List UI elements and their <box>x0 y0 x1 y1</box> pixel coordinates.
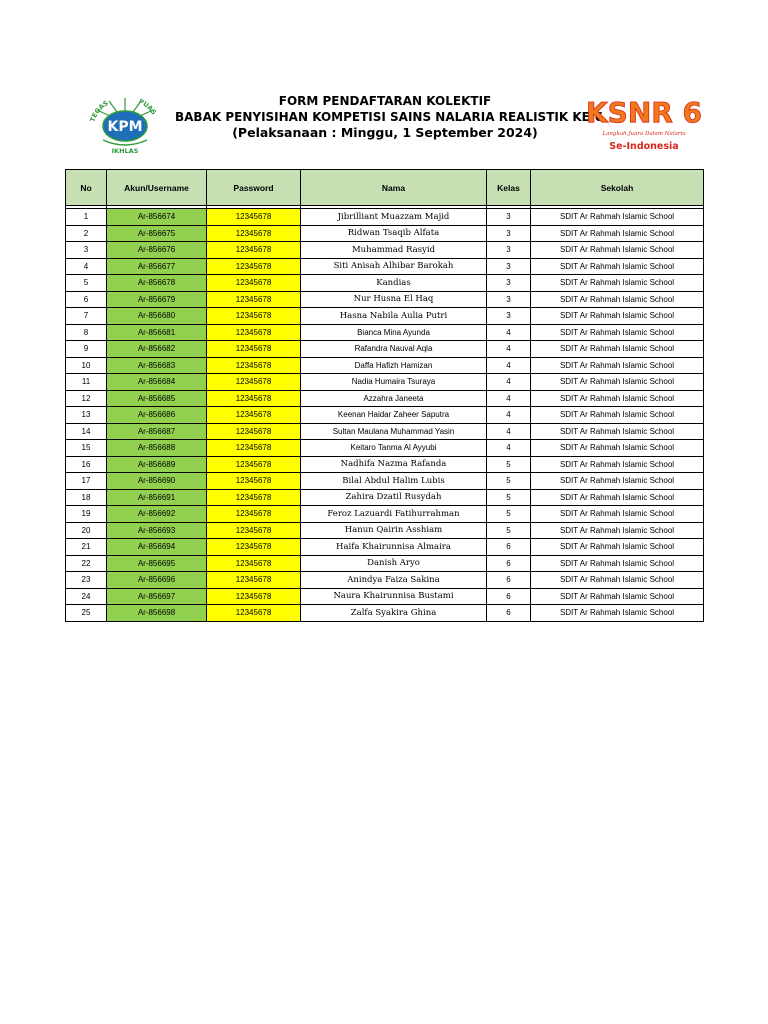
cell-password: 12345678 <box>207 357 301 374</box>
cell-sekolah: SDIT Ar Rahmah Islamic School <box>531 324 704 341</box>
cell-nama: Daffa Hafizh Hamizan <box>301 357 487 374</box>
cell-no: 10 <box>66 357 107 374</box>
cell-no: 1 <box>66 209 107 226</box>
cell-nama: Keitaro Tanma Al Ayyubi <box>301 440 487 457</box>
cell-password: 12345678 <box>207 275 301 292</box>
cell-no: 15 <box>66 440 107 457</box>
cell-sekolah: SDIT Ar Rahmah Islamic School <box>531 242 704 259</box>
cell-kelas: 6 <box>487 555 531 572</box>
cell-password: 12345678 <box>207 291 301 308</box>
cell-akun: Ar-856698 <box>107 605 207 622</box>
cell-akun: Ar-856692 <box>107 506 207 523</box>
cell-kelas: 3 <box>487 291 531 308</box>
cell-no: 16 <box>66 456 107 473</box>
cell-akun: Ar-856688 <box>107 440 207 457</box>
header-no: No <box>66 170 107 206</box>
table-row <box>66 225 704 242</box>
cell-nama: Bilal Abdul Halim Lubis <box>301 473 487 490</box>
table-row <box>66 209 704 226</box>
cell-nama: Rafandra Nauval Aqla <box>301 341 487 358</box>
table-row <box>66 390 704 407</box>
cell-no: 23 <box>66 572 107 589</box>
cell-no: 3 <box>66 242 107 259</box>
cell-kelas: 6 <box>487 588 531 605</box>
table-row <box>66 242 704 259</box>
cell-no: 18 <box>66 489 107 506</box>
cell-sekolah: SDIT Ar Rahmah Islamic School <box>531 605 704 622</box>
cell-nama: Hanun Qairin Asshiam <box>301 522 487 539</box>
cell-akun: Ar-856674 <box>107 209 207 226</box>
cell-akun: Ar-856686 <box>107 407 207 424</box>
cell-nama: Nur Husna El Haq <box>301 291 487 308</box>
table-row <box>66 440 704 457</box>
cell-password: 12345678 <box>207 473 301 490</box>
cell-password: 12345678 <box>207 324 301 341</box>
cell-sekolah: SDIT Ar Rahmah Islamic School <box>531 423 704 440</box>
cell-akun: Ar-856676 <box>107 242 207 259</box>
header-sekolah: Sekolah <box>531 170 704 206</box>
cell-sekolah: SDIT Ar Rahmah Islamic School <box>531 357 704 374</box>
cell-kelas: 6 <box>487 539 531 556</box>
competition-title: BABAK PENYISIHAN KOMPETISI SAINS NALARIA REALISTIK KE-6 <box>175 110 604 124</box>
cell-no: 13 <box>66 407 107 424</box>
header-password: Password <box>207 170 301 206</box>
cell-password: 12345678 <box>207 588 301 605</box>
table-row <box>66 407 704 424</box>
table-row <box>66 324 704 341</box>
cell-password: 12345678 <box>207 374 301 391</box>
cell-password: 12345678 <box>207 522 301 539</box>
cell-sekolah: SDIT Ar Rahmah Islamic School <box>531 473 704 490</box>
cell-password: 12345678 <box>207 456 301 473</box>
table-row <box>66 357 704 374</box>
table-row <box>66 374 704 391</box>
cell-nama: Anindya Faiza Sakina <box>301 572 487 589</box>
kpm-text-center: KPM <box>107 119 143 135</box>
kpm-text-bottom: IKHLAS <box>111 147 139 155</box>
ksnr-main-text: KSNR 6 <box>585 96 703 129</box>
cell-password: 12345678 <box>207 308 301 325</box>
cell-akun: Ar-856689 <box>107 456 207 473</box>
table-row <box>66 539 704 556</box>
kpm-logo <box>79 90 171 156</box>
cell-kelas: 5 <box>487 522 531 539</box>
cell-sekolah: SDIT Ar Rahmah Islamic School <box>531 506 704 523</box>
cell-akun: Ar-856685 <box>107 390 207 407</box>
document-header <box>0 88 768 160</box>
cell-no: 9 <box>66 341 107 358</box>
form-title: FORM PENDAFTARAN KOLEKTIF <box>278 94 492 108</box>
cell-akun: Ar-856696 <box>107 572 207 589</box>
kpm-text-top-right: PUAS <box>137 97 158 117</box>
cell-nama: Keenan Haidar Zaheer Saputra <box>301 407 487 424</box>
cell-akun: Ar-856684 <box>107 374 207 391</box>
cell-password: 12345678 <box>207 209 301 226</box>
cell-sekolah: SDIT Ar Rahmah Islamic School <box>531 555 704 572</box>
header-nama: Nama <box>301 170 487 206</box>
cell-nama: Feroz Lazuardi Fatihurrahman <box>301 506 487 523</box>
cell-password: 12345678 <box>207 258 301 275</box>
cell-kelas: 4 <box>487 407 531 424</box>
cell-password: 12345678 <box>207 341 301 358</box>
cell-sekolah: SDIT Ar Rahmah Islamic School <box>531 291 704 308</box>
title-block <box>175 93 604 141</box>
cell-nama: Nadhifa Nazma Rafanda <box>301 456 487 473</box>
cell-nama: Sultan Maulana Muhammad Yasin <box>301 423 487 440</box>
cell-sekolah: SDIT Ar Rahmah Islamic School <box>531 440 704 457</box>
table-row <box>66 522 704 539</box>
table-row <box>66 572 704 589</box>
table-row <box>66 423 704 440</box>
cell-password: 12345678 <box>207 407 301 424</box>
cell-nama: Haifa Khairunnisa Almaira <box>301 539 487 556</box>
cell-kelas: 5 <box>487 506 531 523</box>
header-kelas: Kelas <box>487 170 531 206</box>
cell-sekolah: SDIT Ar Rahmah Islamic School <box>531 539 704 556</box>
cell-kelas: 3 <box>487 209 531 226</box>
cell-no: 8 <box>66 324 107 341</box>
cell-sekolah: SDIT Ar Rahmah Islamic School <box>531 341 704 358</box>
table-row <box>66 291 704 308</box>
cell-kelas: 5 <box>487 489 531 506</box>
cell-no: 14 <box>66 423 107 440</box>
cell-kelas: 4 <box>487 390 531 407</box>
cell-nama: Kandias <box>301 275 487 292</box>
table-row <box>66 341 704 358</box>
cell-password: 12345678 <box>207 225 301 242</box>
cell-kelas: 5 <box>487 473 531 490</box>
cell-nama: Zahira Dzatil Rusydah <box>301 489 487 506</box>
cell-kelas: 4 <box>487 324 531 341</box>
cell-sekolah: SDIT Ar Rahmah Islamic School <box>531 588 704 605</box>
cell-sekolah: SDIT Ar Rahmah Islamic School <box>531 209 704 226</box>
cell-nama: Bianca Mina Ayunda <box>301 324 487 341</box>
cell-password: 12345678 <box>207 242 301 259</box>
registration-table <box>65 169 704 622</box>
cell-akun: Ar-856694 <box>107 539 207 556</box>
cell-akun: Ar-856690 <box>107 473 207 490</box>
cell-password: 12345678 <box>207 539 301 556</box>
cell-password: 12345678 <box>207 605 301 622</box>
table-row <box>66 489 704 506</box>
cell-password: 12345678 <box>207 390 301 407</box>
cell-kelas: 3 <box>487 258 531 275</box>
table-row <box>66 275 704 292</box>
cell-no: 25 <box>66 605 107 622</box>
cell-kelas: 3 <box>487 275 531 292</box>
ksnr-tagline: Langkah Juara Dalam Nalaria <box>602 131 686 137</box>
cell-kelas: 3 <box>487 242 531 259</box>
cell-password: 12345678 <box>207 506 301 523</box>
cell-akun: Ar-856679 <box>107 291 207 308</box>
cell-kelas: 4 <box>487 341 531 358</box>
ksnr-sub-text: Se-Indonesia <box>609 141 679 152</box>
cell-sekolah: SDIT Ar Rahmah Islamic School <box>531 390 704 407</box>
cell-sekolah: SDIT Ar Rahmah Islamic School <box>531 572 704 589</box>
cell-nama: Siti Anisah Alhibar Barokah <box>301 258 487 275</box>
table-row <box>66 258 704 275</box>
cell-no: 4 <box>66 258 107 275</box>
table-row <box>66 605 704 622</box>
cell-kelas: 6 <box>487 605 531 622</box>
cell-no: 20 <box>66 522 107 539</box>
cell-kelas: 5 <box>487 456 531 473</box>
cell-akun: Ar-856695 <box>107 555 207 572</box>
cell-kelas: 4 <box>487 440 531 457</box>
cell-no: 2 <box>66 225 107 242</box>
cell-no: 6 <box>66 291 107 308</box>
kpm-text-top-left: TEGAS <box>88 99 110 123</box>
cell-sekolah: SDIT Ar Rahmah Islamic School <box>531 456 704 473</box>
cell-akun: Ar-856678 <box>107 275 207 292</box>
cell-kelas: 3 <box>487 308 531 325</box>
cell-password: 12345678 <box>207 555 301 572</box>
cell-password: 12345678 <box>207 440 301 457</box>
cell-akun: Ar-856691 <box>107 489 207 506</box>
cell-no: 17 <box>66 473 107 490</box>
cell-kelas: 6 <box>487 572 531 589</box>
cell-akun: Ar-856677 <box>107 258 207 275</box>
cell-kelas: 4 <box>487 423 531 440</box>
table-row <box>66 456 704 473</box>
cell-kelas: 4 <box>487 374 531 391</box>
cell-akun: Ar-856682 <box>107 341 207 358</box>
cell-akun: Ar-856683 <box>107 357 207 374</box>
table-row <box>66 588 704 605</box>
cell-sekolah: SDIT Ar Rahmah Islamic School <box>531 522 704 539</box>
cell-no: 24 <box>66 588 107 605</box>
cell-sekolah: SDIT Ar Rahmah Islamic School <box>531 225 704 242</box>
cell-akun: Ar-856697 <box>107 588 207 605</box>
cell-nama: Nadia Humaira Tsuraya <box>301 374 487 391</box>
cell-password: 12345678 <box>207 489 301 506</box>
table-row <box>66 473 704 490</box>
table-body <box>66 206 704 622</box>
table-header-row <box>66 170 704 206</box>
cell-sekolah: SDIT Ar Rahmah Islamic School <box>531 407 704 424</box>
cell-nama: Azzahra Janeeta <box>301 390 487 407</box>
cell-password: 12345678 <box>207 423 301 440</box>
table-row <box>66 555 704 572</box>
cell-akun: Ar-856675 <box>107 225 207 242</box>
cell-akun: Ar-856681 <box>107 324 207 341</box>
cell-no: 5 <box>66 275 107 292</box>
cell-nama: Muhammad Rasyid <box>301 242 487 259</box>
cell-akun: Ar-856687 <box>107 423 207 440</box>
cell-password: 12345678 <box>207 572 301 589</box>
cell-sekolah: SDIT Ar Rahmah Islamic School <box>531 489 704 506</box>
cell-akun: Ar-856693 <box>107 522 207 539</box>
cell-nama: Jibrilliant Muazzam Majid <box>301 209 487 226</box>
cell-nama: Hasna Nabila Aulia Putri <box>301 308 487 325</box>
cell-sekolah: SDIT Ar Rahmah Islamic School <box>531 374 704 391</box>
header-akun: Akun/Username <box>107 170 207 206</box>
ksnr-logo <box>585 92 703 156</box>
cell-no: 22 <box>66 555 107 572</box>
cell-no: 11 <box>66 374 107 391</box>
cell-no: 21 <box>66 539 107 556</box>
cell-kelas: 3 <box>487 225 531 242</box>
schedule-subtitle: (Pelaksanaan : Minggu, 1 September 2024) <box>232 125 538 140</box>
table-row <box>66 308 704 325</box>
cell-nama: Zalfa Syakira Ghina <box>301 605 487 622</box>
cell-nama: Naura Khairunnisa Bustami <box>301 588 487 605</box>
cell-no: 12 <box>66 390 107 407</box>
cell-nama: Ridwan Tsaqib Alfata <box>301 225 487 242</box>
cell-sekolah: SDIT Ar Rahmah Islamic School <box>531 258 704 275</box>
table-row <box>66 506 704 523</box>
cell-no: 19 <box>66 506 107 523</box>
cell-no: 7 <box>66 308 107 325</box>
cell-akun: Ar-856680 <box>107 308 207 325</box>
cell-kelas: 4 <box>487 357 531 374</box>
cell-sekolah: SDIT Ar Rahmah Islamic School <box>531 275 704 292</box>
cell-sekolah: SDIT Ar Rahmah Islamic School <box>531 308 704 325</box>
cell-nama: Danish Aryo <box>301 555 487 572</box>
